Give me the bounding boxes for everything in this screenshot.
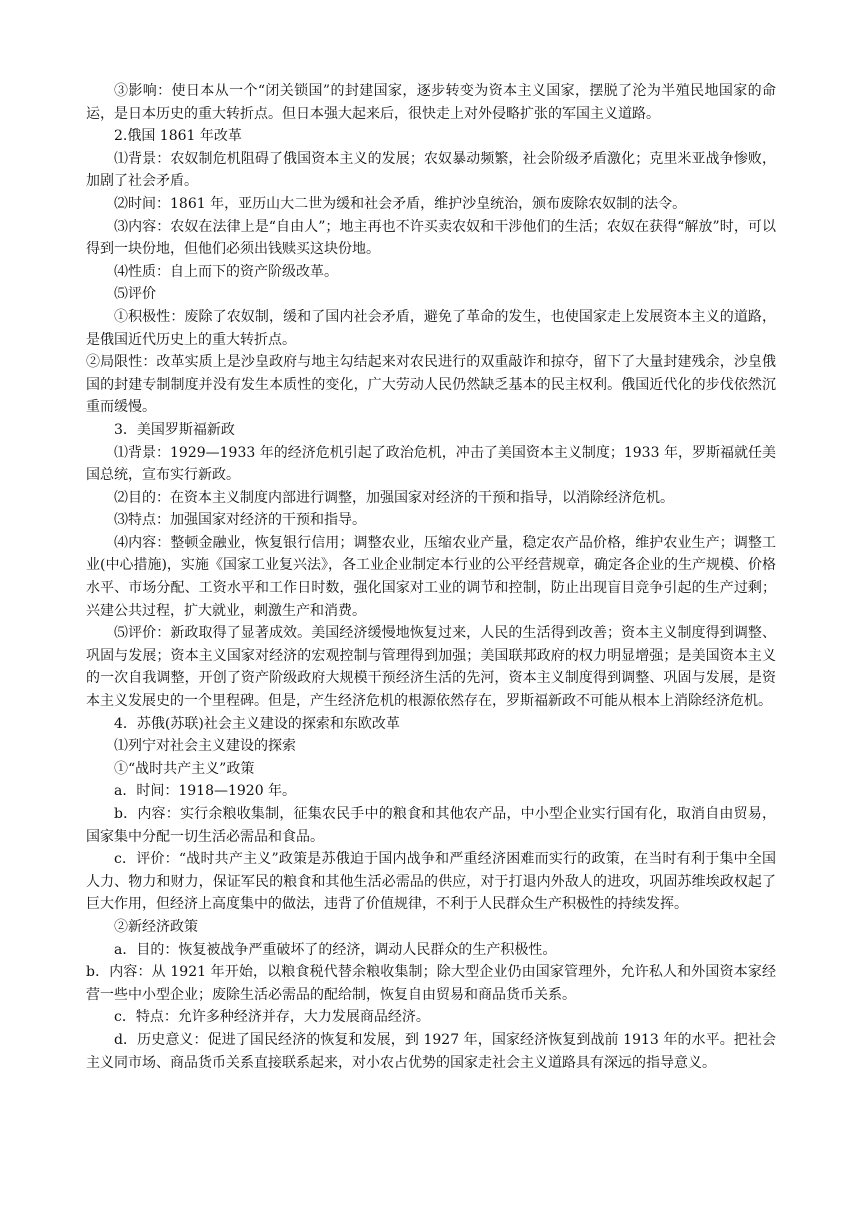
paragraph-russia-evaluation-heading: ⑸评价 (114, 286, 156, 303)
paragraph-russia-nature: ⑷性质：自上而下的资产阶级改革。 (114, 263, 338, 280)
heading-russia-reform: 2.俄国 1861 年改革 (114, 128, 242, 145)
paragraph-nep-significance: d．历史意义：促进了国民经济的恢复和发展，到 1927 年，国家经济恢复到战前 1913 年的水平。把社会主义同市场、商品货币关系直接联系起来，对小农占优势的国家走社会主义道路具有深远的指导意义。 (86, 1031, 776, 1071)
paragraph-war-communism-time: a．时间：1918—1920 年。 (114, 783, 297, 800)
paragraph-russia-time: ⑵时间：1861 年，亚历山大二世为缓和社会矛盾，维护沙皇统治，颁布废除农奴制的法令。 (114, 195, 687, 212)
paragraph-nep-content: b．内容：从 1921 年开始，以粮食税代替余粮收集制；除大型企业仍由国家管理外，允许私人和外国资本家经营一些中小型企业；废除生活必需品的配给制，恢复自由贸易和商品货币关系。 (86, 964, 776, 1003)
paragraph-nep-feature: c．特点：允许多种经济并存，大力发展商品经济。 (114, 1009, 430, 1026)
paragraph-new-deal-background: ⑴背景：1929—1933 年的经济危机引起了政治危机，冲击了美国资本主义制度；1933 年，罗斯福就任美国总统，宣布实行新政。 (86, 444, 776, 484)
paragraph-war-communism-heading: ①“战时共产主义”政策 (114, 760, 255, 777)
paragraph-new-deal-feature: ⑶特点：加强国家对经济的干预和指导。 (114, 512, 366, 529)
paragraph-lenin-exploration: ⑴列宁对社会主义建设的探索 (114, 738, 296, 755)
paragraph-nep-purpose: a．目的：恢复被战争严重破坏了的经济，调动人民群众的生产积极性。 (114, 941, 557, 958)
paragraph-war-communism-evaluation: c．评价：“战时共产主义”政策是苏俄迫于国内战争和严重经济困难而实行的政策，在当时有利于集中全国人力、物力和财力，保证军民的粮食和其他生活必需品的供应，对于打退内外敌人的进攻，巩固苏维埃政权起了巨大作用，但经济上高度集中的做法，违背了价值规律，不利于人民群众生产积极性的持续发挥。 (86, 851, 776, 913)
paragraph-russia-content: ⑶内容：农奴在法律上是“自由人”；地主再也不许买卖农奴和干涉他们的生活；农奴在获得“解放”时，可以得到一块份地，但他们必须出钱赎买这块份地。 (86, 218, 776, 258)
paragraph-new-deal-content: ⑷内容：整顿金融业，恢复银行信用；调整农业，压缩农业产量，稳定农产品价格，维护农业生产；调整工业(中心措施)，实施《国家工业复兴法》，各工业企业制定本行业的公平经营规章，确定各企业的生产规模、价格水平、市场分配、工资水平和工作日时数，强化国家对工业的调节和控制，防止出现盲目竞争引起的生产过剩；兴建公共过程，扩大就业，刺激生产和消费。 (86, 534, 776, 619)
paragraph-russia-positive: ①积极性：废除了农奴制，缓和了国内社会矛盾，避免了革命的发生，也使国家走上发展资本主义的道路，是俄国近代历史上的重大转折点。 (86, 308, 776, 348)
paragraph-new-deal-evaluation: ⑸评价：新政取得了显著成效。美国经济缓慢地恢复过来，人民的生活得到改善；资本主义制度得到调整、巩固与发展；资本主义国家对经济的宏观控制与管理得到加强；美国联邦政府的权力明显增强；是美国资本主义的一次自我调整，开创了资产阶级政府大规模干预经济生活的先河，资本主义制度得到调整、巩固与发展，是资本主义发展史的一个里程碑。但是，产生经济危机的根源依然存在，罗斯福新政不可能从根本上消除经济危机。 (86, 625, 776, 710)
heading-soviet-socialism: 4．苏俄(苏联)社会主义建设的探索和东欧改革 (114, 715, 400, 732)
paragraph-new-deal-purpose: ⑵目的：在资本主义制度内部进行调整，加强国家对经济的干预和指导，以消除经济危机。 (114, 489, 674, 506)
paragraph-japan-impact: ③影响：使日本从一个“闭关锁国”的封建国家，逐步转变为资本主义国家，摆脱了沦为半殖民地国家的命运，是日本历史的重大转折点。但日本强大起来后，很快走上对外侵略扩张的军国主义道路。 (86, 83, 776, 122)
paragraph-nep-heading: ②新经济政策 (114, 918, 198, 935)
paragraph-russia-limitation: ②局限性：改革实质上是沙皇政府与地主勾结起来对农民进行的双重敲诈和掠夺，留下了大量封建残余，沙皇俄国的封建专制制度并没有发生本质性的变化，广大劳动人民仍然缺乏基本的民主权利。俄国近代化的步伐依然沉重而缓慢。 (86, 354, 776, 416)
paragraph-war-communism-content: b．内容：实行余粮收集制，征集农民手中的粮食和其他农产品，中小型企业实行国有化，取消自由贸易，国家集中分配一切生活必需品和食品。 (86, 806, 776, 845)
paragraph-russia-background: ⑴背景：农奴制危机阻碍了俄国资本主义的发展；农奴暴动频繁，社会阶级矛盾激化；克里米亚战争惨败，加剧了社会矛盾。 (86, 150, 776, 190)
heading-new-deal: 3．美国罗斯福新政 (114, 421, 235, 438)
document-page (86, 80, 776, 1074)
